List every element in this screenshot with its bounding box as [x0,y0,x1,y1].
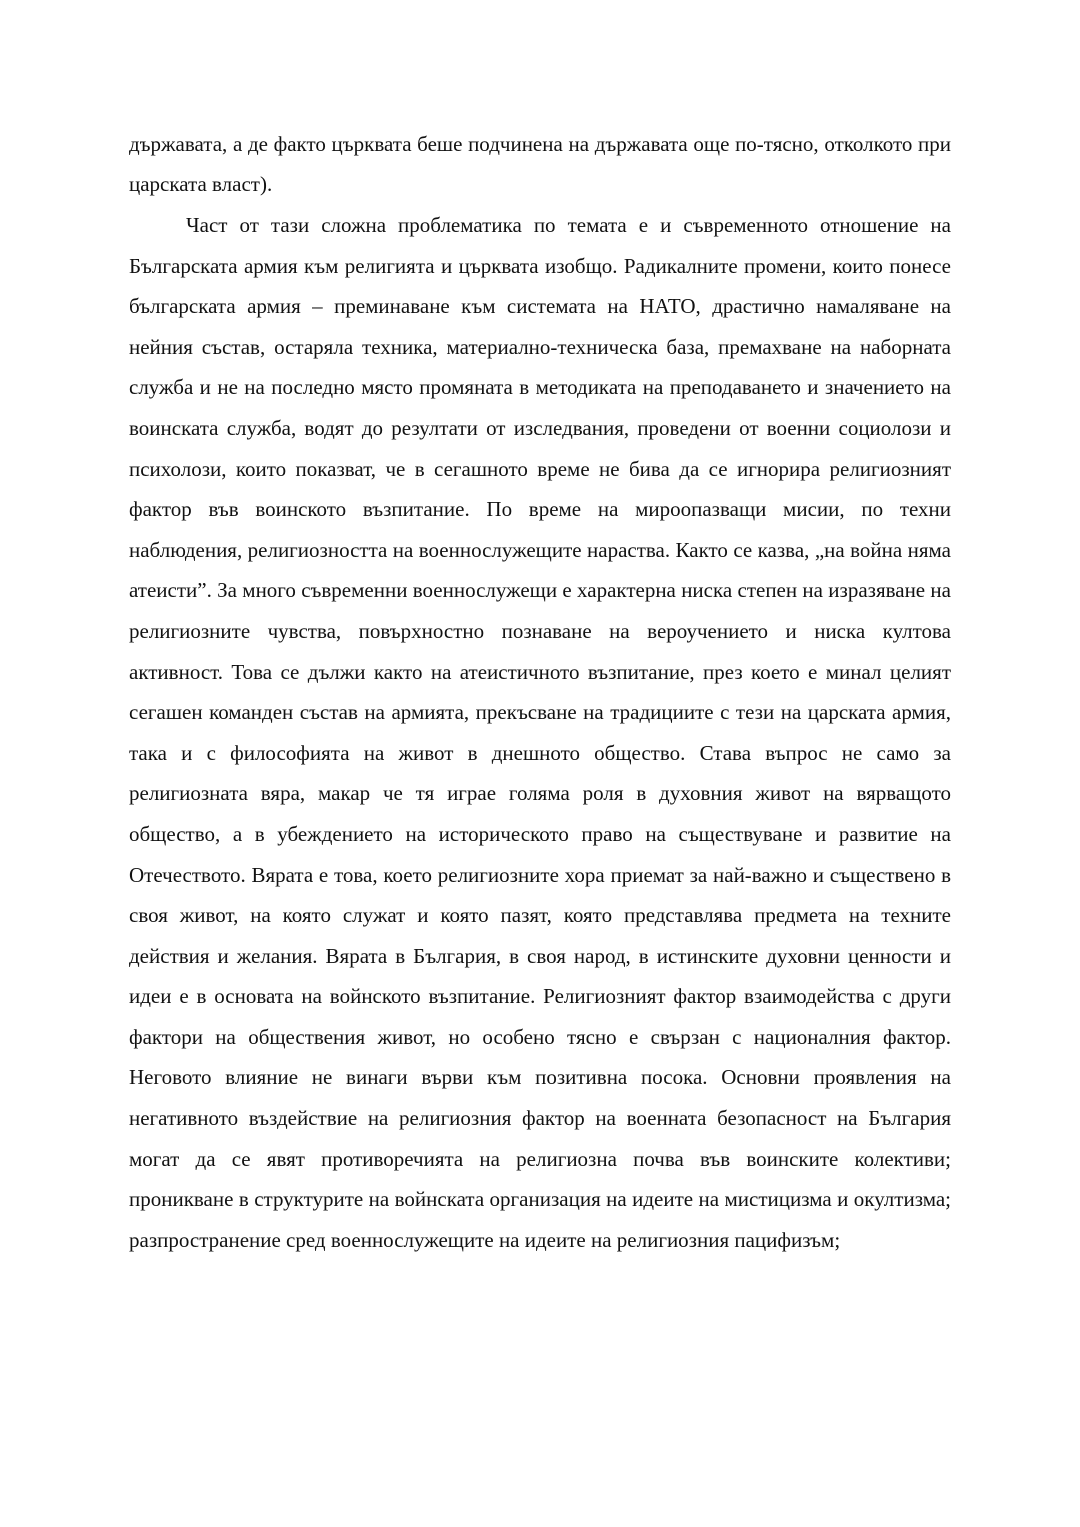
paragraph-main [129,205,951,1260]
paragraph-continuation [129,124,951,204]
paragraph-text: държавата, а де факто църквата беше подчинена на държавата още по-тясно, отколкото при царската власт). [129,132,951,196]
paragraph-text: Част от тази сложна проблематика по темата е и съвременното отношение на Българската армия към религията и църквата изобщо. Радикалните промени, които понесе българската армия – преминаване към системата на НАТО, драстично намаляване на нейния състав, остаряла техника, материално-техническа база, премахване на наборната служба и не на последно място промяната в методиката на преподаването и значението на воинската служба, водят до резултати от изследвания, проведени от военни социолози и психолози, които показват, че в сегашното време не бива да се игнорира религиозният фактор във воинското възпитание. По време на мироопазващи мисии, по техни наблюдения, религиозността на военнослужещите нараства. Както се казва, „на война няма атеисти”. За много съвременни военнослужещи е характерна ниска степен на изразяване на религиозните чувства, повърхностно познаване на вероучението и ниска култова активност. Това се дължи както на атеистичното възпитание, през което е минал целият сегашен команден състав на армията, прекъсване на традициите с тези на царската армия, така и с философията на живот в днешното общество. Става въпрос не само за религиозната вяра, макар че тя играе голяма роля в духовния живот на вярващото общество, а в убеждението на историческото право на съществуване и развитие на Отечеството. Вярата е това, което религиозните хора приемат за най-важно и съществено в своя живот, на която служат и която пазят, която представлява предмета на техните действия и желания. Вярата в България, в своя народ, в истинските духовни ценности и идеи е в основата на войнското възпитание. Религиозният фактор взаимодейства с други фактори на обществения живот, но особено тясно е свързан с националния фактор. Неговото влияние не винаги върви към позитивна посока. Основни проявления на негативното въздействие на религиозния фактор на военната безопасност на България могат да се явят противоречията на религиозна почва във воинските колективи; проникване в структурите на войнската организация на идеите на мистицизма и окултизма; разпространение сред военнослужещите на идеите на религиозния пацифизъм; [129,213,951,1252]
